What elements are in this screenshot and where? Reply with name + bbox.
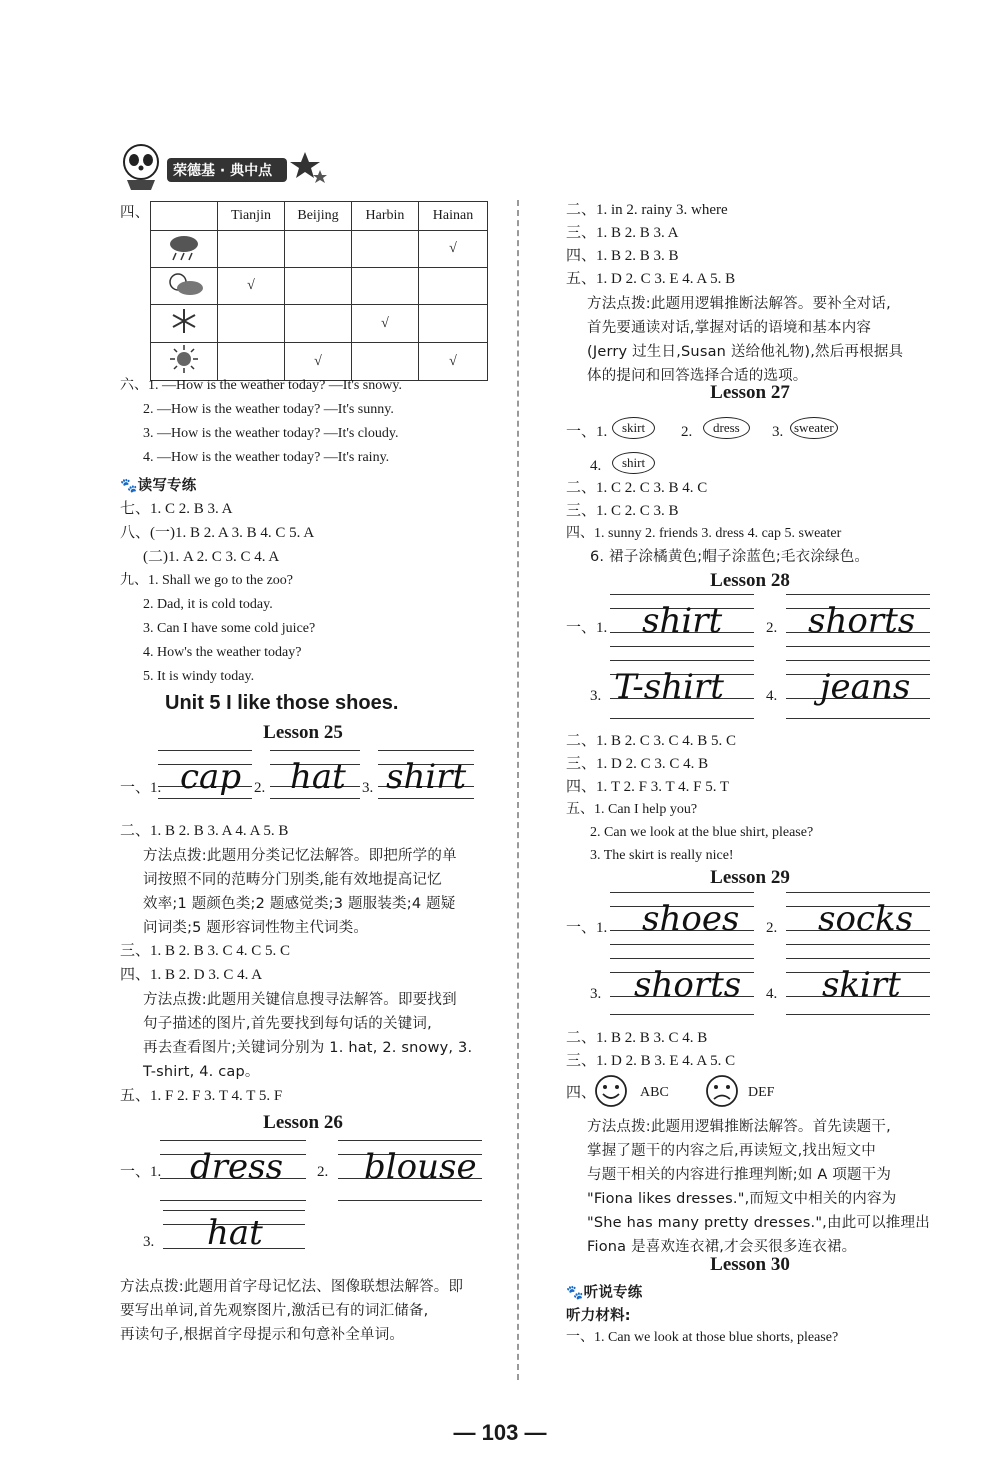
l27-num: 2. [681,424,693,440]
snow-icon [151,305,218,343]
l26-word: blouse [364,1147,477,1187]
q8a-line: 八、(一)1. B 2. A 3. B 4. C 5. A [120,525,315,541]
l25-tip: 效率;1 题颜色类;2 题感觉类;3 题服装类;4 题疑 [143,896,456,912]
lesson-27-title: Lesson 27 [710,382,790,403]
l25-q4: 四、1. B 2. D 3. C 4. A [120,967,263,983]
l26-tip: 要写出单词,首先观察图片,激活已有的词汇储备, [120,1303,429,1319]
l28-q1-num: 一、1. [566,620,608,636]
table-header: Harbin [352,202,419,231]
q6-line: 六、1. —How is the weather today? —It's snowy. [120,378,402,393]
lesson-29-title: Lesson 29 [710,867,790,888]
l25-word: hat [290,757,346,797]
table-cell [218,305,285,343]
column-divider [517,200,519,1380]
l29-tip: 方法点拨:此题用逻辑推断法解答。首先读题干, [587,1119,891,1135]
table-header: Tianjin [218,202,285,231]
right-tip: 方法点拨:此题用逻辑推断法解答。要补全对话, [587,296,891,312]
l29-q2: 二、1. B 2. B 3. C 4. B [566,1030,708,1046]
l29-word: skirt [822,965,901,1005]
l28-writing-box-2 [786,594,930,652]
circled-word: skirt [612,417,655,439]
l28-word: shirt [642,601,723,641]
l28-writing-box-1 [610,594,754,652]
l25-tip: 问词类;5 题形容词性物主代词类。 [143,920,369,936]
q8b-line: (二)1. A 2. C 3. C 4. A [143,549,280,565]
l25-tip: 方法点拨:此题用分类记忆法解答。即把所学的单 [143,848,457,864]
right-top-line: 四、1. B 2. B 3. B [566,248,679,264]
weather-table [150,201,488,381]
l29-writing-box-1 [610,892,754,950]
table-cell [352,343,419,381]
table-cell: √ [285,343,352,381]
q6-line: 3. —How is the weather today? —It's cloudy. [143,426,399,441]
table-cell: √ [218,268,285,305]
q4-label: 四、 [120,205,150,221]
l26-word: dress [190,1147,284,1187]
lesson-25-title: Lesson 25 [263,722,343,743]
table-row [151,231,488,268]
l25-tip2: 句子描述的图片,首先要找到每句话的关键词, [143,1016,432,1032]
l27-q1-num: 一、1. [566,424,608,440]
right-tip: 体的提问和回答选择合适的选项。 [587,368,808,384]
l26-writing-box-2 [338,1140,482,1202]
l29-q3: 三、1. D 2. B 3. E 4. A 5. C [566,1053,736,1069]
page-number: — 103 — [453,1420,547,1445]
l28-line: 二、1. B 2. C 3. C 4. B 5. C [566,733,737,749]
banner-label: 荣德基 · 典中点 [173,163,273,179]
table-cell: √ [419,343,488,381]
table-cell [352,231,419,268]
circled-word: sweater [790,417,838,439]
l29-writing-box-2 [786,892,930,950]
paw-icon: 🐾 [120,478,138,494]
unit-title: Unit 5 I like those shoes. [165,692,399,714]
l25-tip2: T-shirt, 4. cap。 [143,1064,260,1080]
l27-num: 4. [590,458,602,474]
l25-num: 2. [254,780,266,796]
lesson-26-title: Lesson 26 [263,1112,343,1133]
paw-icon: 🐾 [566,1285,584,1301]
sad-answer: DEF [748,1085,775,1100]
l29-writing-box-3 [610,958,754,1018]
happy-answer: ABC [640,1085,669,1100]
l26-q1-num: 一、1. [120,1164,162,1180]
q7-line: 七、1. C 2. B 3. A [120,501,233,517]
l30-q1: 一、1. Can we look at those blue shorts, please? [566,1330,839,1345]
l25-q1-num: 一、1. [120,780,162,796]
l25-word: cap [180,757,242,797]
l28-word: T-shirt [614,667,724,707]
l28-word: jeans [820,667,911,707]
l29-word: shoes [642,899,740,939]
rain-icon [151,231,218,268]
table-cell: √ [352,305,419,343]
l29-word: socks [818,899,914,939]
circled-word: shirt [612,452,655,474]
right-top-line: 二、1. in 2. rainy 3. where [566,202,728,218]
table-header: Beijing [285,202,352,231]
circled-word: dress [703,417,750,439]
l25-writing-box-2 [270,750,360,802]
l29-tip: "Fiona likes dresses.",而短文中相关的内容为 [587,1191,897,1207]
q9-line: 九、1. Shall we go to the zoo? [120,573,294,588]
table-cell [419,268,488,305]
l26-num: 2. [317,1164,329,1180]
brand-banner [115,140,335,197]
table-row [151,343,488,381]
l28-num: 4. [766,688,778,704]
l29-word: shorts [634,965,742,1005]
table-cell: √ [419,231,488,268]
l27-q2: 二、1. C 2. C 3. B 4. C [566,480,708,496]
table-cell [218,231,285,268]
l26-tip: 方法点拨:此题用首字母记忆法、图像联想法解答。即 [120,1279,464,1295]
l25-tip2: 方法点拨:此题用关键信息搜寻法解答。即要找到 [143,992,457,1008]
l28-line: 四、1. T 2. F 3. T 4. F 5. T [566,779,730,795]
l26-num: 3. [143,1234,155,1250]
l29-q4-label: 四、 [566,1085,597,1101]
q6-line: 2. —How is the weather today? —It's sunny. [143,402,394,417]
l27-num: 3. [772,424,784,440]
l28-line: 五、1. Can I help you? [566,802,698,817]
right-top-line: 五、1. D 2. C 3. E 4. A 5. B [566,271,736,287]
table-cell [285,268,352,305]
table-cell [352,268,419,305]
table-cell [285,305,352,343]
q9-line: 2. Dad, it is cold today. [143,597,273,612]
l27-q3: 三、1. C 2. C 3. B [566,503,679,519]
smiley-sad-icon [705,1074,739,1108]
q9-line: 3. Can I have some cold juice? [143,621,316,636]
q9-line: 4. How's the weather today? [143,645,302,660]
q6-line: 4. —How is the weather today? —It's rainy. [143,450,390,465]
listening-material-label: 听力材料: [566,1308,631,1324]
l29-num: 3. [590,986,602,1002]
l28-line: 三、1. D 2. C 3. C 4. B [566,756,709,772]
table-cell [419,305,488,343]
lesson-28-title: Lesson 28 [710,570,790,591]
table-row [151,268,488,305]
l29-q1-num: 一、1. [566,920,608,936]
table-row [151,305,488,343]
right-tip: 首先要通读对话,掌握对话的语境和基本内容 [587,320,872,336]
l29-tip: 与题干相关的内容进行推理判断;如 A 项题干为 [587,1167,892,1183]
l28-num: 2. [766,620,778,636]
l26-writing-box-1 [160,1140,306,1202]
l27-q4: 四、1. sunny 2. friends 3. dress 4. cap 5. sweater [566,526,842,541]
l29-num: 4. [766,986,778,1002]
sun-icon [151,343,218,381]
l25-q5: 五、1. F 2. F 3. T 4. T 5. F [120,1088,283,1104]
l25-word: shirt [386,757,467,797]
l28-line: 3. The skirt is really nice! [590,848,734,863]
l26-tip: 再读句子,根据首字母提示和句意补全单词。 [120,1327,405,1343]
l28-writing-box-3 [610,660,754,720]
l29-tip: 掌握了题干的内容之后,再读短文,找出短文中 [587,1143,876,1159]
l25-q2: 二、1. B 2. B 3. A 4. A 5. B [120,823,289,839]
l27-q4b: 6. 裙子涂橘黄色;帽子涂蓝色;毛衣涂绿色。 [590,549,870,565]
l28-num: 3. [590,688,602,704]
cloud-sun-icon [151,268,218,305]
section-listening-speaking: 🐾听说专练 [566,1285,643,1301]
l25-num: 3. [362,780,374,796]
l25-q3: 三、1. B 2. B 3. C 4. C 5. C [120,943,291,959]
right-tip: (Jerry 过生日,Susan 送给他礼物),然后再根据具 [587,344,904,360]
l28-line: 2. Can we look at the blue shirt, please? [590,825,814,840]
l26-writing-box-3 [163,1210,305,1256]
table-header: Hainan [419,202,488,231]
table-cell [218,343,285,381]
lesson-30-title: Lesson 30 [710,1254,790,1275]
right-top-line: 三、1. B 2. B 3. A [566,225,679,241]
l25-tip: 词按照不同的范畴分门别类,能有效地提高记忆 [143,872,442,888]
l28-word: shorts [808,601,916,641]
l29-tip: Fiona 是喜欢连衣裙,才会买很多连衣裙。 [587,1239,857,1255]
smiley-happy-icon [594,1074,628,1108]
l25-tip2: 再去查看图片;关键词分别为 1. hat, 2. snowy, 3. [143,1040,473,1056]
table-corner [151,202,218,231]
l29-num: 2. [766,920,778,936]
l25-writing-box-1 [158,750,252,802]
l29-tip: "She has many pretty dresses.",由此可以推理出 [587,1215,930,1231]
l28-writing-box-4 [786,660,930,720]
l25-writing-box-3 [378,750,474,802]
l26-word: hat [207,1213,263,1253]
q9-line: 5. It is windy today. [143,669,255,684]
l29-writing-box-4 [786,958,930,1018]
section-reading-writing: 🐾读写专练 [120,478,197,494]
table-cell [285,231,352,268]
